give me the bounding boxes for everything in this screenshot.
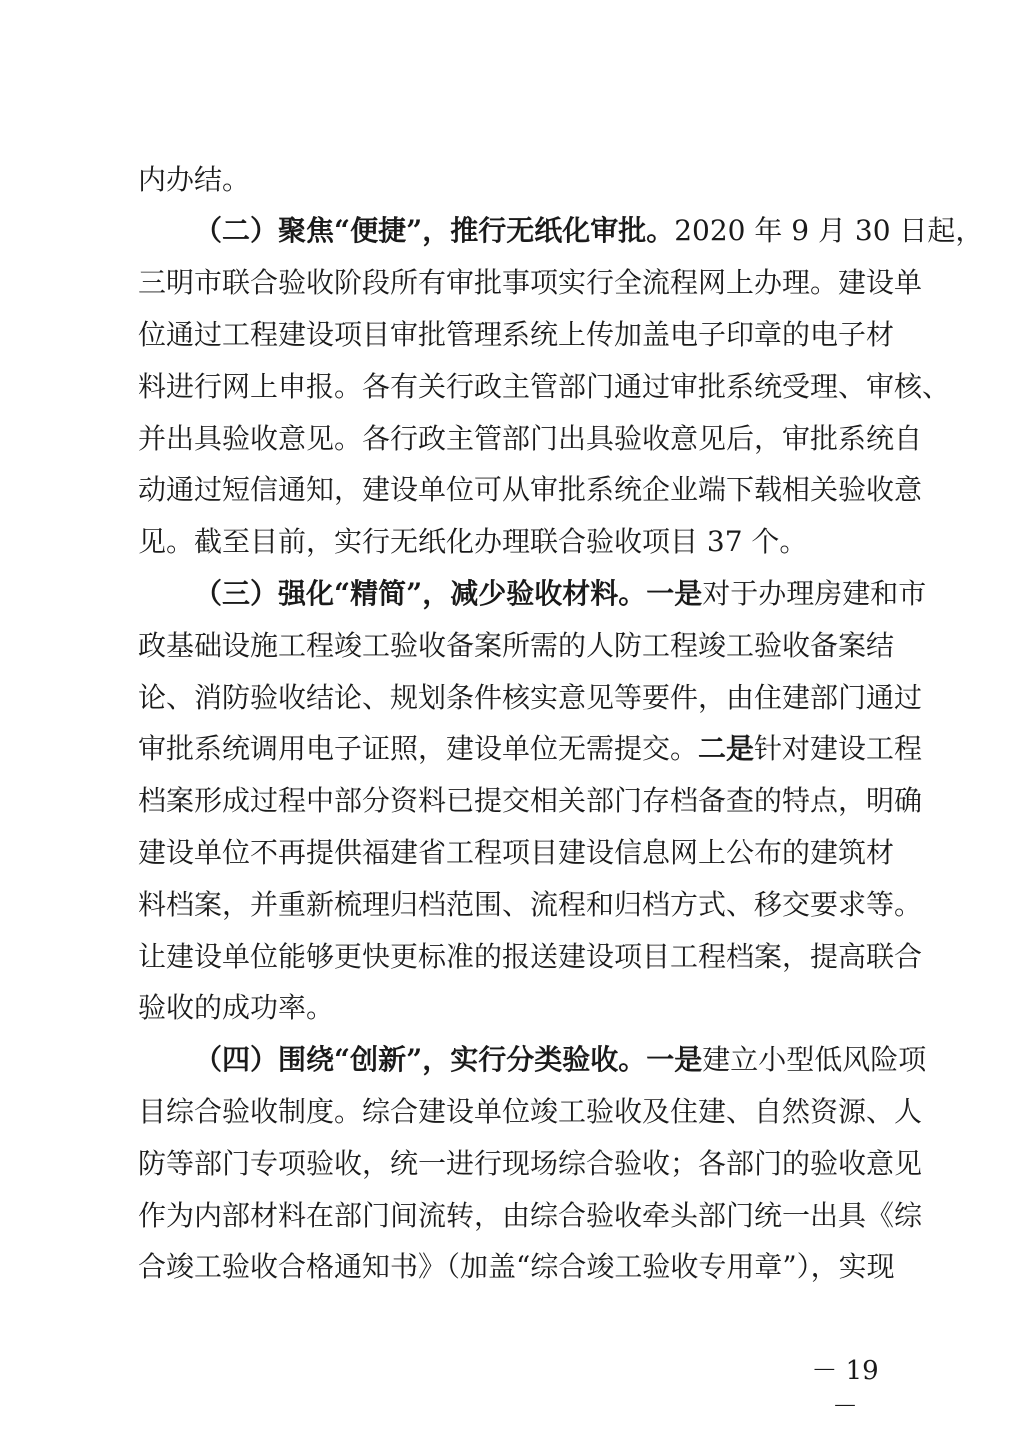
text-line — [138, 263, 923, 303]
text-segment: 目综合验收制度。综合建设单位竣工验收及住建、自然资源、人 — [138, 1095, 923, 1128]
text-segment: 档案形成过程中部分资料已提交相关部门存档备查的特点，明确 — [138, 784, 923, 817]
text-line — [138, 885, 923, 925]
text-line — [138, 678, 923, 718]
text-segment: 审批系统调用电子证照，建设单位无需提交。 — [138, 732, 699, 765]
bold-text-segment: （四）围绕“创新”，实行分类验收。一是 — [194, 1043, 703, 1076]
text-line — [138, 1247, 894, 1287]
text-line — [194, 211, 984, 251]
text-segment: 三明市联合验收阶段所有审批事项实行全流程网上办理。建设单 — [138, 266, 923, 299]
text-line — [138, 470, 923, 510]
text-segment: 政基础设施工程竣工验收备案所需的人防工程竣工验收备案结 — [138, 629, 895, 662]
text-line — [138, 937, 923, 977]
text-segment: 料档案，并重新梳理归档范围、流程和归档方式、移交要求等。 — [138, 888, 923, 921]
text-line — [138, 315, 894, 355]
text-segment: 合竣工验收合格通知书》（加盖“综合竣工验收专用章”），实现 — [138, 1250, 895, 1283]
text-line — [138, 626, 894, 666]
bold-text-segment: （二）聚焦“便捷”，推行无纸化审批。 — [194, 214, 675, 247]
text-line — [138, 160, 894, 200]
text-segment: 作为内部材料在部门间流转，由综合验收牵头部门统一出具《综 — [138, 1199, 923, 1232]
text-line — [138, 1196, 923, 1236]
text-segment: 对于办理房建和市 — [702, 577, 927, 610]
text-segment: 防等部门专项验收，统一进行现场综合验收；各部门的验收意见 — [138, 1147, 923, 1180]
page-number: － 19 － — [811, 1356, 879, 1422]
text-line — [194, 1040, 927, 1080]
bold-text-segment: 二是 — [698, 732, 755, 765]
text-segment: 位通过工程建设项目审批管理系统上传加盖电子印章的电子材 — [138, 318, 895, 351]
text-segment: 内办结。 — [138, 163, 251, 196]
text-segment: 见。截至目前，实行无纸化办理联合验收项目 37 个。 — [138, 525, 808, 558]
text-line — [138, 1144, 923, 1184]
text-line — [138, 522, 894, 562]
text-segment: 建立小型低风险项 — [702, 1043, 927, 1076]
text-line — [138, 781, 923, 821]
text-line — [138, 833, 894, 873]
text-line — [194, 574, 927, 614]
text-segment: 建设单位不再提供福建省工程项目建设信息网上公布的建筑材 — [138, 836, 895, 869]
text-line — [138, 367, 951, 407]
text-line — [138, 1092, 923, 1132]
bold-text-segment: （三）强化“精简”，减少验收材料。一是 — [194, 577, 703, 610]
text-segment: 并出具验收意见。各行政主管部门出具验收意见后，审批系统自 — [138, 422, 923, 455]
text-segment: 动通过短信通知，建设单位可从审批系统企业端下载相关验收意 — [138, 473, 923, 506]
text-segment: 验收的成功率。 — [138, 991, 335, 1024]
text-segment: 论、消防验收结论、规划条件核实意见等要件，由住建部门通过 — [138, 681, 923, 714]
text-line — [138, 988, 894, 1028]
text-line — [138, 729, 923, 769]
text-segment: 让建设单位能够更快更标准的报送建设项目工程档案，提高联合 — [138, 940, 923, 973]
text-line — [138, 419, 923, 459]
text-segment: 料进行网上申报。各有关行政主管部门通过审批系统受理、审核、 — [138, 370, 951, 403]
text-segment: 针对建设工程 — [754, 732, 923, 765]
text-segment: 2020 年 9 月 30 日起， — [674, 214, 984, 247]
